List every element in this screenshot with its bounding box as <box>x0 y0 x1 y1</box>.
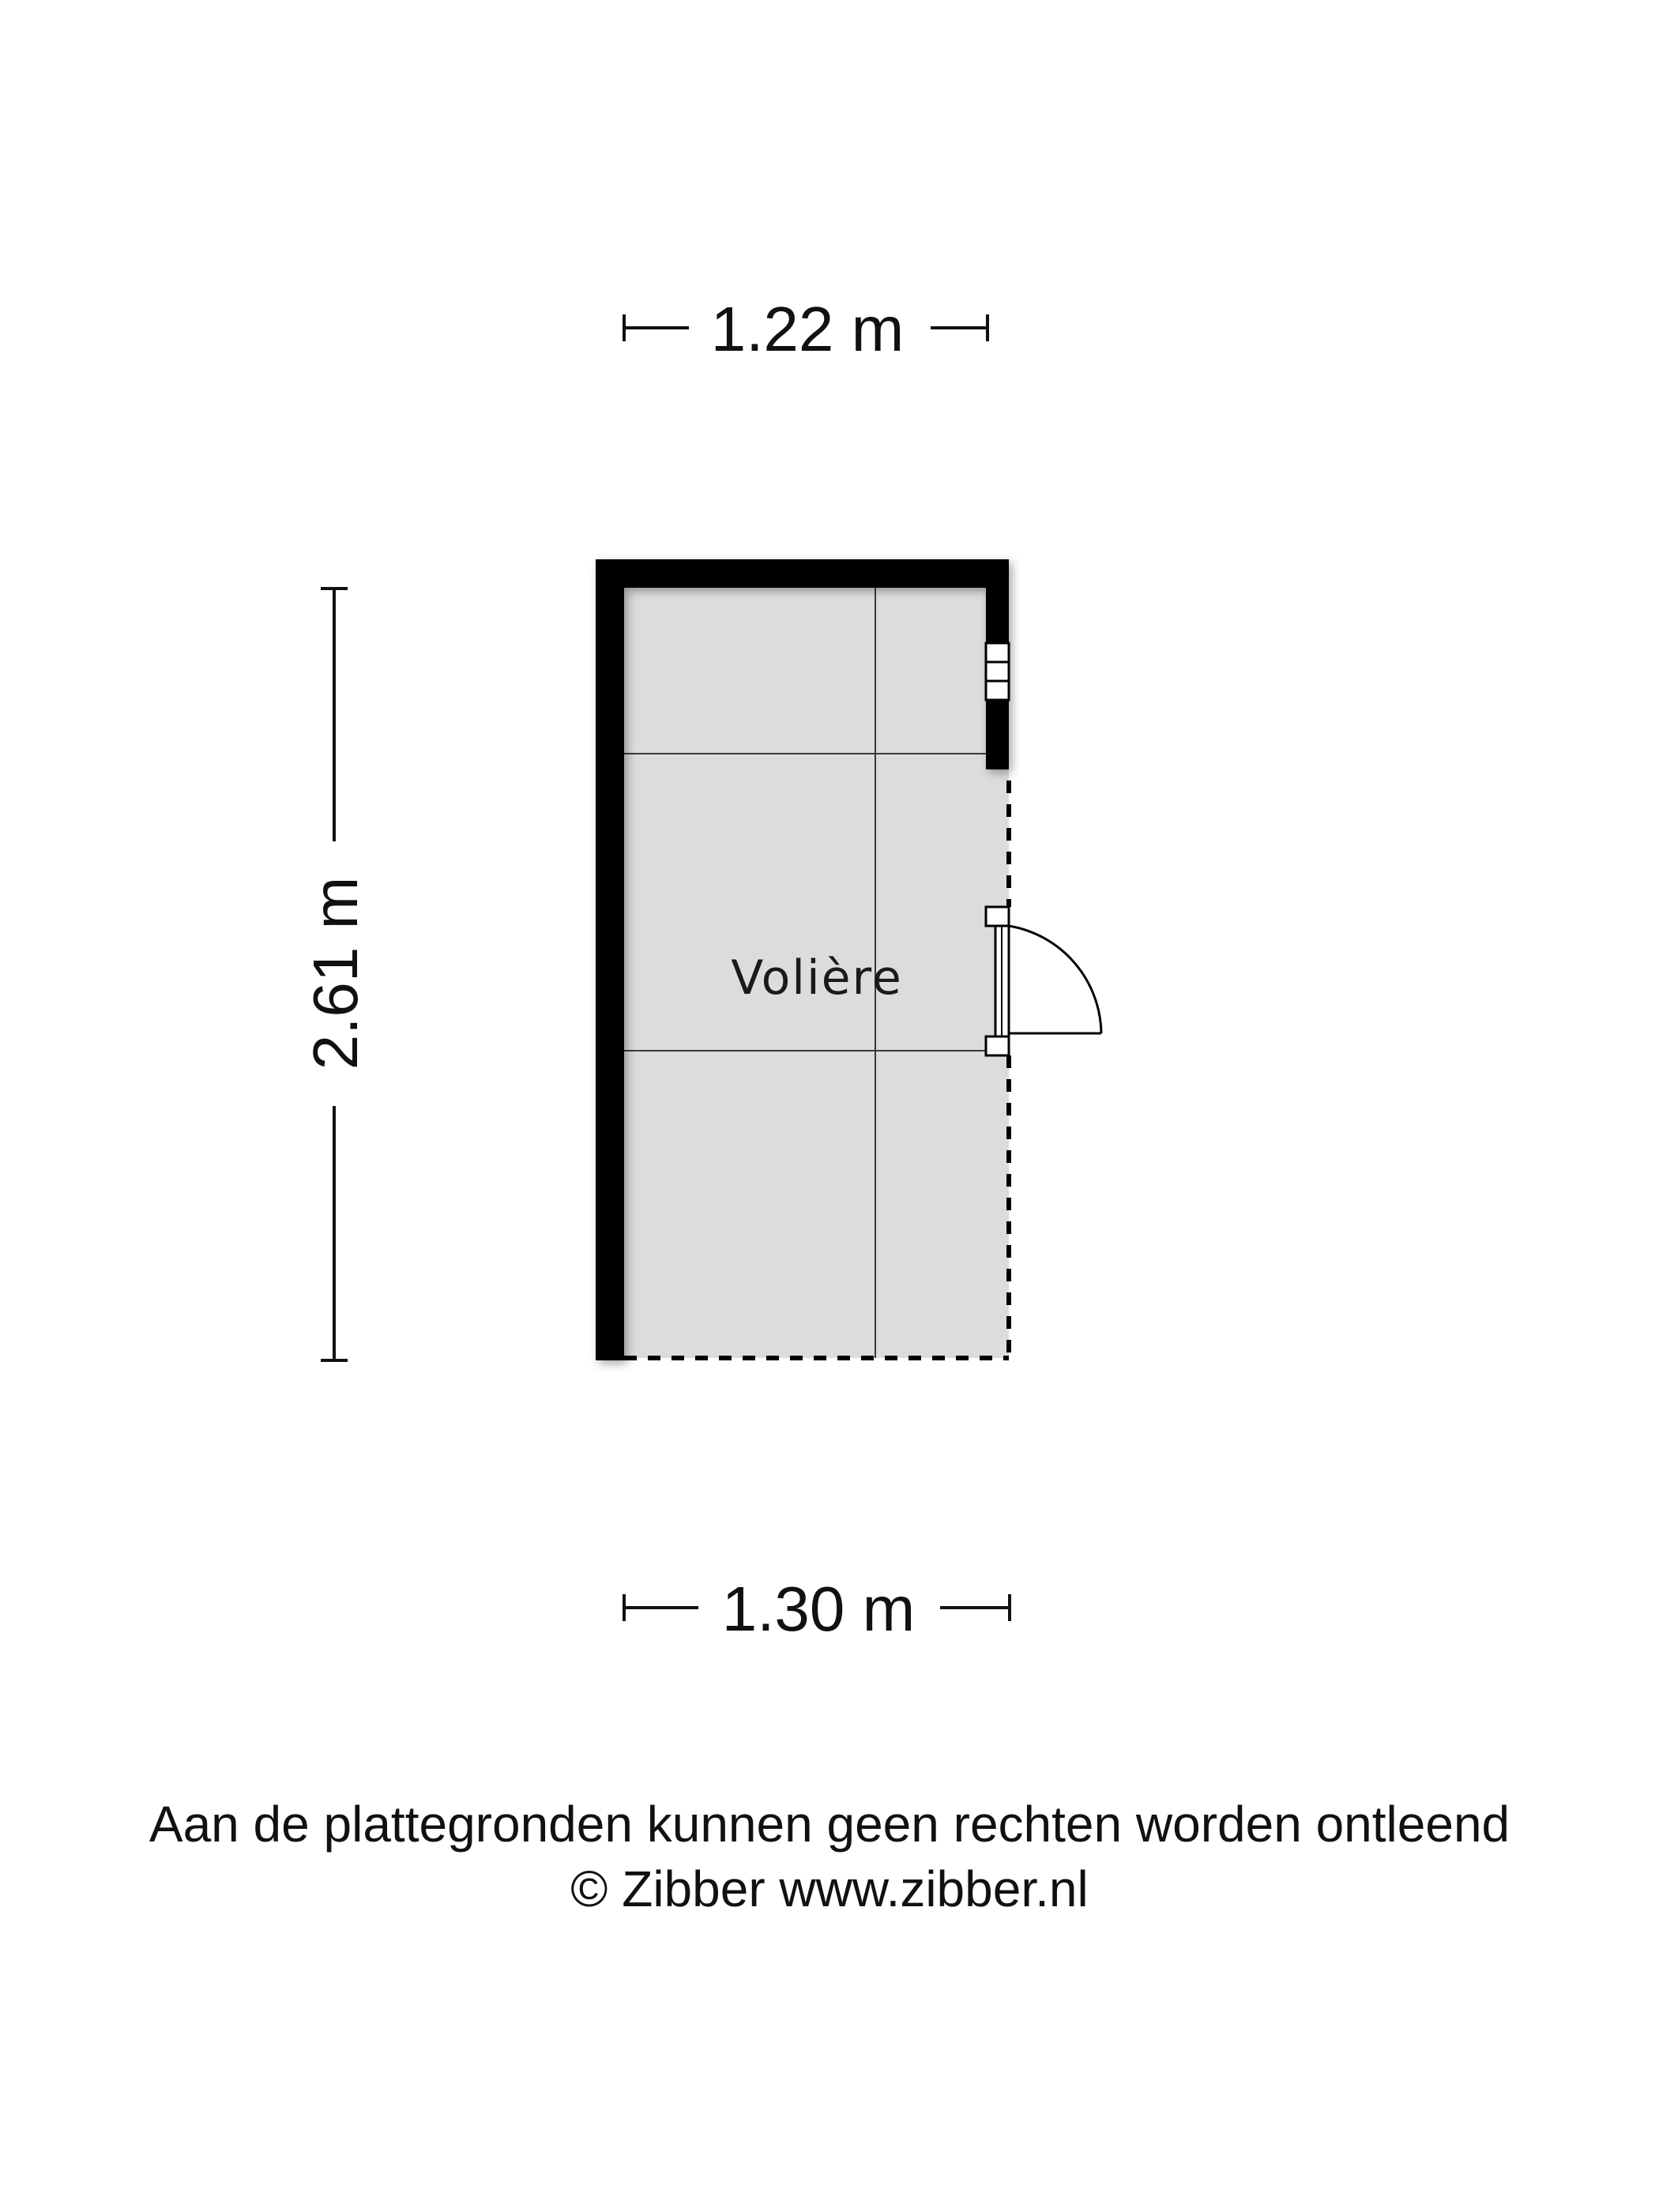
door <box>986 907 1101 1055</box>
left-dimension <box>300 589 371 1360</box>
bottom-width-label: 1.30 m <box>721 1574 916 1644</box>
wall-top <box>596 559 1009 588</box>
wall-left <box>596 559 624 1360</box>
copyright-text: © Zibber www.zibber.nl <box>570 1860 1089 1917</box>
room-label: Volière <box>731 950 903 1006</box>
top-width-label: 1.22 m <box>710 294 905 364</box>
top-dimension <box>624 294 988 364</box>
door-frame-bottom <box>986 1036 1009 1055</box>
bottom-dimension <box>624 1574 1010 1644</box>
door-frame-top <box>986 907 1009 926</box>
door-swing-arc <box>1009 926 1101 1033</box>
left-height-label: 2.61 m <box>300 876 371 1070</box>
disclaimer-text: Aan de plattegronden kunnen geen rechten worden ontleend <box>149 1796 1510 1853</box>
window <box>986 643 1009 700</box>
